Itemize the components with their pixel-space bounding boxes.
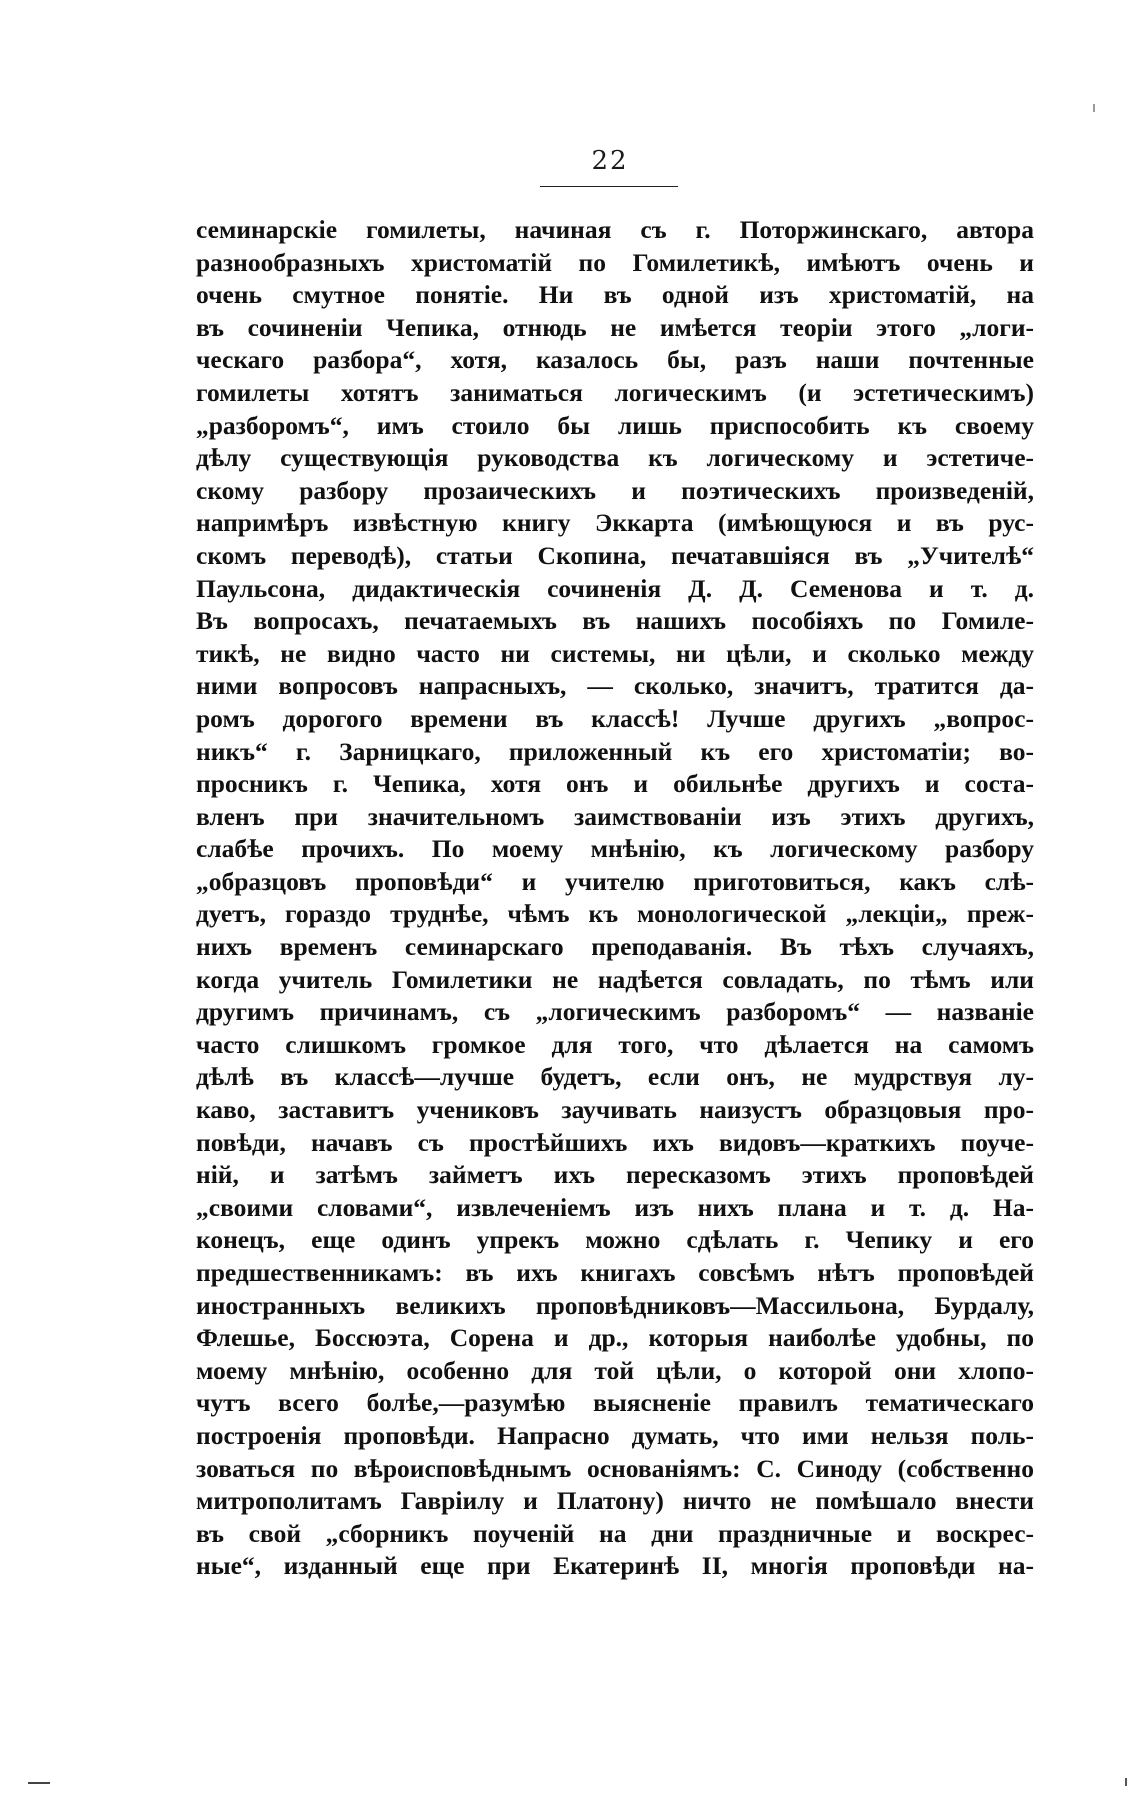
- body-text: [196, 214, 1034, 1583]
- text-line: дѣлу существующія руководства къ логическому и эстетиче-: [196, 443, 1034, 473]
- text-line: въ сочиненіи Чепика, отнюдь не имѣется теоріи этого „логи-: [196, 312, 1034, 342]
- text-line: нихъ временъ семинарскаго преподаванія. Въ тѣхъ случаяхъ,: [196, 932, 1034, 962]
- text-line: Паульсона, дидактическія сочиненія Д. Д. Семенова и т. д.: [196, 573, 1034, 603]
- text-line: другимъ причинамъ, съ „логическимъ разборомъ“ — названіе: [196, 997, 1034, 1027]
- text-line: предшественникамъ: въ ихъ книгахъ совсѣмъ нѣтъ проповѣдей: [196, 1258, 1034, 1287]
- text-line: „своими словами“, извлеченіемъ изъ нихъ плана и т. д. На-: [196, 1192, 1034, 1222]
- text-line: ній, и затѣмъ займетъ ихъ пересказомъ этихъ проповѣдей: [196, 1160, 1034, 1190]
- text-line: чутъ всего болѣе,—разумѣю выясненіе правилъ тематическаго: [196, 1388, 1034, 1418]
- text-line: въ свой „сборникъ поученій на дни праздничные и воскрес-: [196, 1518, 1034, 1548]
- scan-speck: [1093, 104, 1095, 112]
- text-line: просникъ г. Чепика, хотя онъ и обильнѣе другихъ и соста-: [196, 769, 1034, 799]
- text-line: митрополитамъ Гавріилу и Платону) ничто не помѣшало внести: [196, 1486, 1034, 1516]
- text-line: дуетъ, гораздо труднѣе, чѣмъ къ монологической „лекціи„ преж-: [196, 899, 1034, 929]
- text-line: иностранныхъ великихъ проповѣдниковъ—Массильона, Бурдалу,: [196, 1290, 1034, 1320]
- text-line: повѣди, начавъ съ простѣйшихъ ихъ видовъ—краткихъ поуче-: [196, 1127, 1034, 1157]
- text-line: тикѣ, не видно часто ни системы, ни цѣли, и сколько между: [196, 638, 1034, 668]
- text-line: ческаго разбора“, хотя, казалось бы, разъ наши почтенные: [196, 345, 1034, 375]
- page-number-rule: [540, 186, 678, 187]
- scan-edge-mark: [28, 1782, 50, 1784]
- text-line: вленъ при значительномъ заимствованіи изъ этихъ другихъ,: [196, 801, 1034, 831]
- text-line: Въ вопросахъ, печатаемыхъ въ нашихъ пособіяхъ по Гомиле-: [196, 606, 1034, 636]
- text-line: ромъ дорогого времени въ классѣ! Лучше другихъ „вопрос-: [196, 703, 1034, 733]
- text-line: скомъ переводѣ), статьи Скопина, печатавшіяся въ „Учителѣ“: [196, 540, 1034, 570]
- text-line: очень смутное понятіе. Ни въ одной изъ христоматій, на: [196, 280, 1034, 310]
- text-line: каво, заставитъ учениковъ заучивать наизустъ образцовыя про-: [196, 1095, 1034, 1125]
- text-line: гомилеты хотятъ заниматься логическимъ (и эстетическимъ): [196, 377, 1034, 407]
- page-number: 22: [591, 146, 629, 176]
- text-line: зоваться по вѣроисповѣднымъ основаніямъ: С. Синоду (собственно: [196, 1453, 1034, 1483]
- text-line: Флешье, Боссюэта, Сорена и др., которыя наиболѣе удобны, по: [196, 1323, 1034, 1353]
- text-line: конецъ, еще одинъ упрекъ можно сдѣлать г. Чепику и его: [196, 1225, 1034, 1255]
- text-line: когда учитель Гомилетики не надѣется совладать, по тѣмъ или: [196, 964, 1034, 994]
- text-line: часто слишкомъ громкое для того, что дѣлается на самомъ: [196, 1029, 1034, 1059]
- text-line: ные“, изданный еще при Екатеринѣ II, многія проповѣди на-: [196, 1551, 1034, 1581]
- text-line: скому разбору прозаическихъ и поэтическихъ произведеній,: [196, 475, 1034, 505]
- scan-edge-mark: [1125, 1778, 1127, 1786]
- text-line: „образцовъ проповѣди“ и учителю приготовиться, какъ слѣ-: [196, 866, 1034, 896]
- text-line: моему мнѣнію, особенно для той цѣли, о которой они хлопо-: [196, 1355, 1034, 1385]
- text-line: „разборомъ“, имъ стоило бы лишь приспособить къ своему: [196, 410, 1034, 440]
- text-line: напримѣръ извѣстную книгу Эккарта (имѣющуюся и въ рус-: [196, 508, 1034, 538]
- text-line: дѣлѣ въ классѣ—лучше будетъ, если онъ, не мудрствуя лу-: [196, 1062, 1034, 1092]
- text-line: разнообразныхъ христоматій по Гомилетикѣ, имѣютъ очень и: [196, 247, 1034, 277]
- text-line: слабѣе прочихъ. По моему мнѣнію, къ логическому разбору: [196, 834, 1034, 864]
- text-line: ними вопросовъ напрасныхъ, — сколько, значитъ, тратится да-: [196, 671, 1034, 701]
- text-line: семинарскіе гомилеты, начиная съ г. Поторжинскаго, автора: [196, 215, 1034, 244]
- text-line: никъ“ г. Зарницкаго, приложенный къ его христоматіи; во-: [196, 736, 1034, 766]
- text-line: построенія проповѣди. Напрасно думать, что ими нельзя поль-: [196, 1420, 1034, 1450]
